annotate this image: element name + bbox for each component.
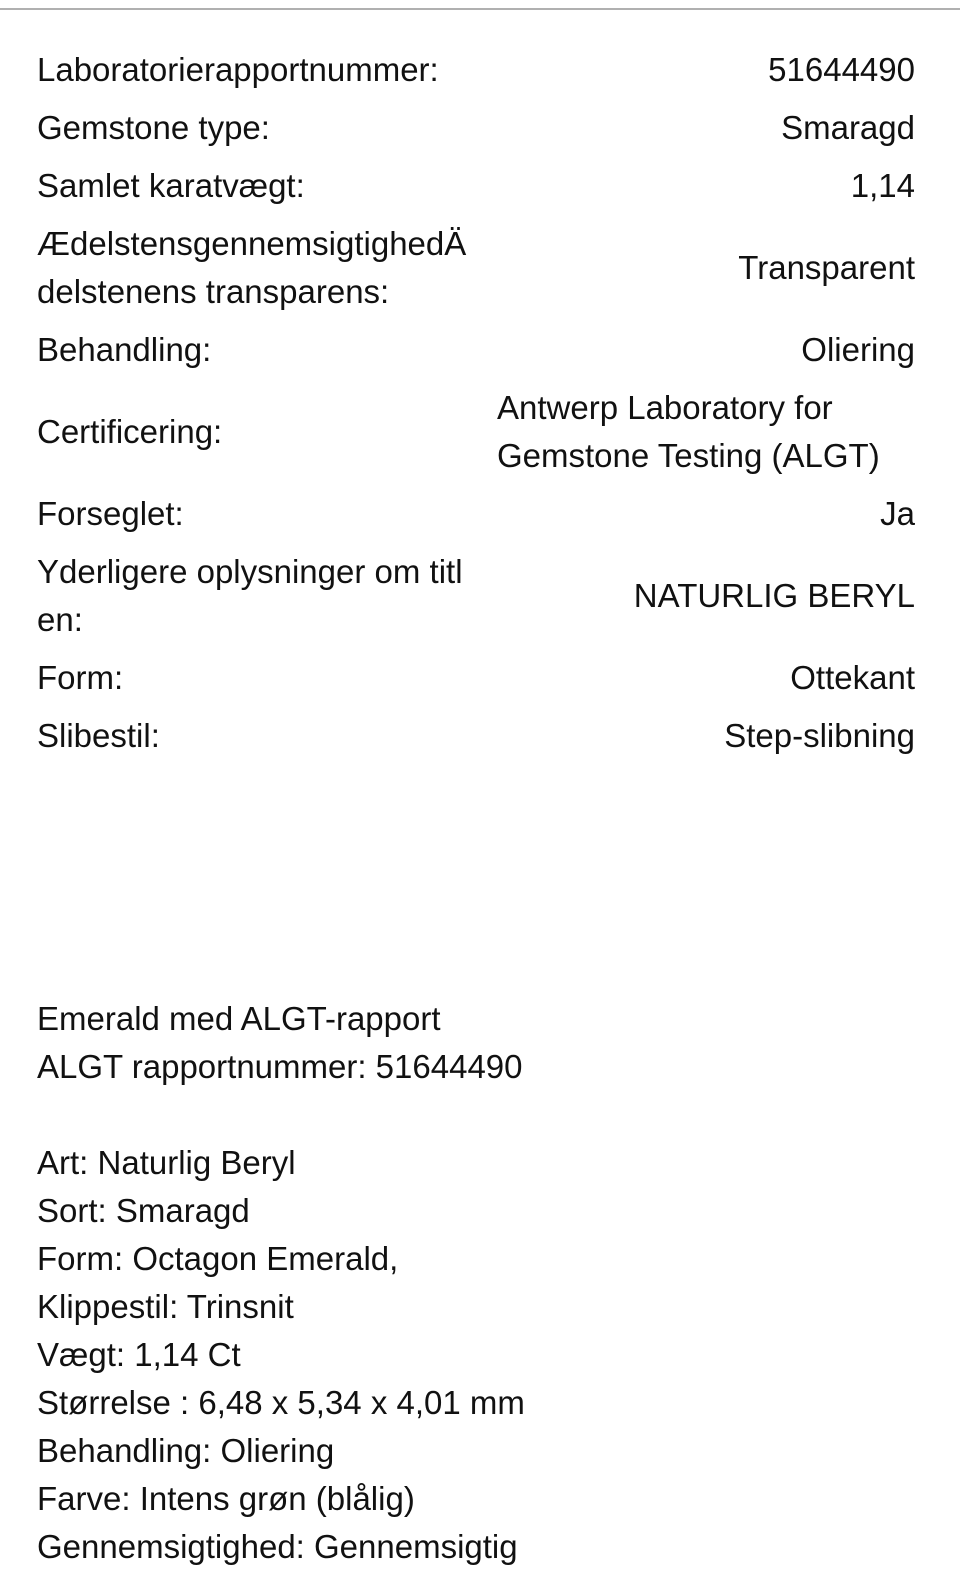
spec-row (37, 379, 915, 485)
spec-row (37, 649, 915, 707)
spec-label: ÆdelstensgennemsigtighedÄdelstenens transparens: (37, 225, 467, 310)
description-line: Behandling: Oliering (37, 1432, 335, 1469)
spec-value: Ja (880, 495, 915, 532)
spec-row (37, 41, 915, 99)
spec-value: Smaragd (781, 109, 915, 146)
spec-label: Form: (37, 659, 124, 696)
description-line: Vægt: 1,14 Ct (37, 1336, 241, 1373)
description-line: Art: Naturlig Beryl (37, 1144, 296, 1181)
spec-value: Oliering (801, 331, 915, 368)
spec-row (37, 707, 915, 765)
description-line: Gennemsigtighed: Gennemsigtig (37, 1528, 518, 1565)
spec-row (37, 543, 915, 649)
description-line: Farve: Intens grøn (blålig) (37, 1480, 415, 1517)
description-line: Størrelse : 6,48 x 5,34 x 4,01 mm (37, 1384, 525, 1421)
description-line: Form: Octagon Emerald, (37, 1240, 399, 1277)
description-line: Sort: Smaragd (37, 1192, 250, 1229)
spec-row (37, 485, 915, 543)
spec-row (37, 215, 915, 321)
spec-label: Behandling: (37, 331, 212, 368)
spec-label: Laboratorierapportnummer: (37, 51, 439, 88)
description-line: Emerald med ALGT-rapport (37, 1000, 441, 1037)
top-divider (0, 8, 960, 10)
spec-label: Gemstone type: (37, 109, 270, 146)
description-line: Klippestil: Trinsnit (37, 1288, 294, 1325)
description-line (37, 1091, 927, 1139)
spec-row (37, 157, 915, 215)
spec-label: Slibestil: (37, 717, 160, 754)
spec-value: Transparent (738, 249, 915, 286)
description (37, 995, 927, 1571)
specs-table (37, 41, 915, 765)
spec-row (37, 99, 915, 157)
spec-value: 1,14 (850, 167, 915, 204)
spec-value: 51644490 (768, 51, 915, 88)
spec-label: Samlet karatvægt: (37, 167, 305, 204)
spec-value: NATURLIG BERYL (633, 577, 915, 614)
spec-value: Step-slibning (724, 717, 915, 754)
spec-value: Ottekant (790, 659, 915, 696)
spec-label: Certificering: (37, 413, 223, 450)
spec-value: Antwerp Laboratory for Gemstone Testing (ALGT) (497, 389, 880, 474)
spec-label: Yderligere oplysninger om titlen: (37, 553, 463, 638)
description-line: ALGT rapportnummer: 51644490 (37, 1048, 523, 1085)
spec-row (37, 321, 915, 379)
spec-label: Forseglet: (37, 495, 184, 532)
